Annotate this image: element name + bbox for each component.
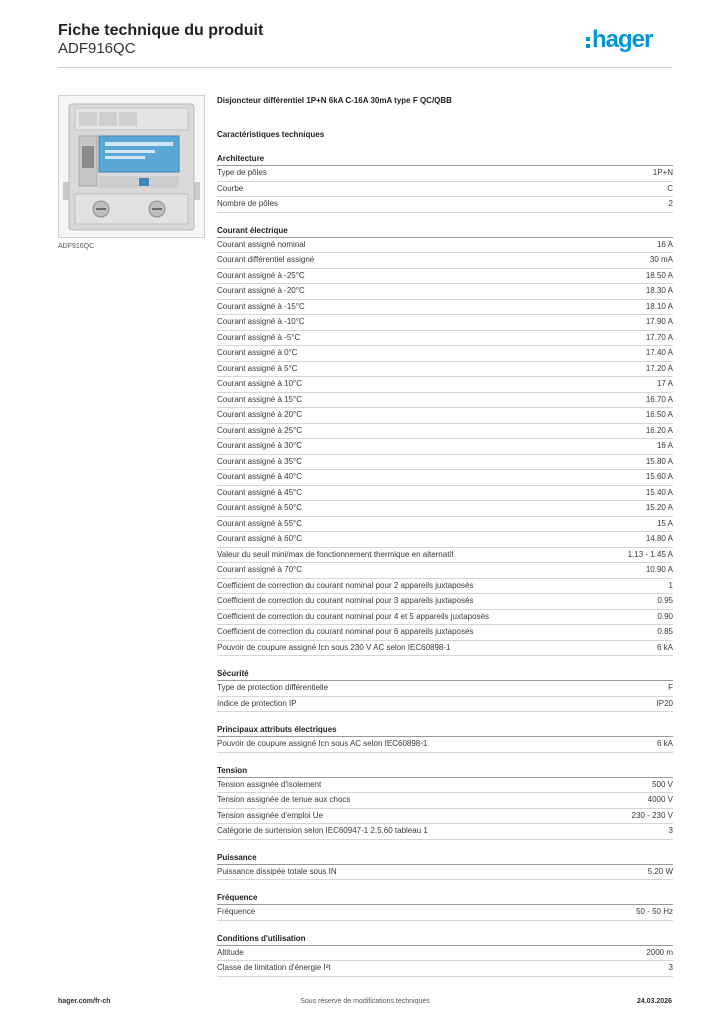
spec-row <box>217 824 673 840</box>
spec-label: Fréquence <box>217 907 256 916</box>
spec-value: 18.10 A <box>645 301 673 311</box>
spec-label: Pouvoir de coupure assigné Icn sous AC selon IEC60898-1 <box>217 739 428 748</box>
spec-label: Courant assigné à 45°C <box>217 487 303 497</box>
spec-section <box>217 852 673 881</box>
spec-row <box>217 455 673 471</box>
spec-value: 18.50 A <box>645 270 673 280</box>
spec-row <box>217 961 673 977</box>
spec-row <box>217 238 673 254</box>
spec-label: Coefficient de correction du courant nominal pour 3 appareils juxtaposés <box>217 596 474 605</box>
spec-label: Courant assigné à 20°C <box>217 410 303 419</box>
spec-label: Courant assigné à 50°C <box>217 503 303 512</box>
spec-row <box>217 737 673 753</box>
footer-website: hager.com/fr-ch <box>58 998 111 1005</box>
spec-value: 17.20 A <box>645 363 673 373</box>
spec-value: 0.85 <box>657 627 673 636</box>
spec-value: 10.90 A <box>645 565 673 574</box>
spec-row <box>217 501 673 517</box>
spec-value: 16.50 A <box>645 410 673 419</box>
spec-row <box>217 284 673 300</box>
spec-value: 1.13 - 1.45 A <box>627 549 673 559</box>
spec-label: Classe de limitation d'énergie I²t <box>217 963 331 972</box>
section-title: Sécurité <box>217 668 673 681</box>
spec-label: Coefficient de correction du courant nominal pour 6 appareils juxtaposés <box>217 627 474 636</box>
spec-value: 50 - 50 Hz <box>636 907 673 916</box>
spec-row <box>217 641 673 657</box>
spec-row <box>217 865 673 881</box>
spec-row <box>217 393 673 409</box>
spec-row <box>217 532 673 548</box>
spec-value: 16 A <box>656 239 673 249</box>
spec-row <box>217 579 673 595</box>
spec-label: Type de protection différentielle <box>217 683 329 692</box>
spec-label: Courant assigné à 25°C <box>217 425 303 435</box>
spec-row <box>217 486 673 502</box>
spec-label: Coefficient de correction du courant nominal pour 2 appareils juxtaposés <box>217 580 474 590</box>
spec-value: 16 A <box>656 441 673 450</box>
spec-row <box>217 625 673 641</box>
page-title: Fiche technique du produit <box>58 22 264 39</box>
spec-row <box>217 905 673 921</box>
spec-row <box>217 563 673 579</box>
spec-row <box>217 809 673 825</box>
spec-label: Courant assigné à 5°C <box>217 363 298 373</box>
spec-value: 0.90 <box>657 611 673 621</box>
spec-section <box>217 153 673 213</box>
section-title: Principaux attributs électriques <box>217 724 673 737</box>
spec-label: Courant différentiel assigné <box>217 255 315 264</box>
spec-label: Courant assigné à 30°C <box>217 441 303 450</box>
logo-text: hager <box>592 26 653 53</box>
spec-value: 3 <box>668 826 673 835</box>
spec-label: Coefficient de correction du courant nominal pour 4 et 5 appareils juxtaposés <box>217 611 490 621</box>
spec-value: 500 V <box>652 779 673 789</box>
section-title: Puissance <box>217 852 673 865</box>
spec-section <box>217 933 673 977</box>
spec-content <box>217 95 673 977</box>
spec-row <box>217 253 673 269</box>
spec-value: 6 kA <box>656 642 673 652</box>
spec-value: 15.80 A <box>645 456 673 466</box>
spec-value: 16.70 A <box>645 394 673 404</box>
spec-row <box>217 408 673 424</box>
spec-label: Courant assigné nominal <box>217 239 306 249</box>
spec-label: Courant assigné à 35°C <box>217 456 303 466</box>
spec-label: Courant assigné à -15°C <box>217 301 305 311</box>
spec-value: 4000 V <box>647 795 673 804</box>
spec-label: Tension assignée d'isolement <box>217 779 322 789</box>
spec-label: Tension assignée de tenue aux chocs <box>217 795 351 804</box>
spec-row <box>217 346 673 362</box>
spec-value: 0.95 <box>657 596 673 605</box>
product-image <box>58 95 205 238</box>
spec-value: 30 mA <box>649 255 673 264</box>
spec-row <box>217 197 673 213</box>
spec-value: 1P+N <box>652 168 673 177</box>
spec-row <box>217 548 673 564</box>
spec-row <box>217 424 673 440</box>
spec-row <box>217 778 673 794</box>
spec-row <box>217 470 673 486</box>
spec-value: 5.20 W <box>647 866 673 876</box>
spec-label: Puissance dissipée totale sous IN <box>217 866 337 876</box>
spec-value: 17.40 A <box>645 348 673 357</box>
spec-row <box>217 946 673 962</box>
spec-value: 2000 m <box>646 947 673 957</box>
spec-value: 3 <box>668 963 673 972</box>
hager-logo <box>586 28 672 54</box>
spec-sections <box>217 153 673 977</box>
logo-dots-icon <box>586 37 590 51</box>
spec-label: Tension assignée d'emploi Ue <box>217 810 324 820</box>
section-title: Architecture <box>217 153 673 166</box>
spec-label: Courant assigné à 60°C <box>217 534 303 543</box>
spec-value: 17.70 A <box>645 332 673 342</box>
spec-label: Nombre de pôles <box>217 199 278 208</box>
spec-label: Type de pôles <box>217 168 267 177</box>
spec-row <box>217 269 673 285</box>
spec-row <box>217 166 673 182</box>
spec-label: Courant assigné à 40°C <box>217 472 303 481</box>
section-title: Tension <box>217 765 673 778</box>
footer-notice: Sous réserve de modifications techniques <box>300 998 430 1005</box>
section-title: Courant électrique <box>217 225 673 238</box>
spec-label: Courant assigné à -20°C <box>217 286 305 295</box>
footer-date: 24.03.2026 <box>636 998 672 1005</box>
header-divider <box>58 67 672 68</box>
spec-value: 6 kA <box>656 739 673 748</box>
spec-label: Courant assigné à -5°C <box>217 332 301 342</box>
spec-value: 15.40 A <box>645 487 673 497</box>
spec-label: Courant assigné à 10°C <box>217 379 303 388</box>
spec-value: 17.90 A <box>645 317 673 326</box>
spec-label: Courant assigné à 70°C <box>217 565 303 574</box>
spec-value: 18.30 A <box>645 286 673 295</box>
spec-row <box>217 182 673 198</box>
spec-value: 15.60 A <box>645 472 673 481</box>
spec-row <box>217 517 673 533</box>
spec-section <box>217 765 673 840</box>
spec-row <box>217 610 673 626</box>
spec-value: 14.80 A <box>645 534 673 543</box>
spec-value: IP20 <box>656 698 673 708</box>
spec-section <box>217 892 673 921</box>
spec-section <box>217 225 673 657</box>
circuit-breaker-illustration <box>59 96 204 237</box>
caracteristiques-heading: Caractéristiques techniques <box>217 130 325 139</box>
spec-section <box>217 668 673 712</box>
section-title: Conditions d'utilisation <box>217 933 673 946</box>
spec-row <box>217 793 673 809</box>
spec-row <box>217 594 673 610</box>
page-header <box>58 22 672 70</box>
image-caption: ADF916QC <box>58 243 95 250</box>
spec-label: Courant assigné à -10°C <box>217 317 305 326</box>
spec-row <box>217 331 673 347</box>
spec-label: Indice de protection IP <box>217 698 297 708</box>
spec-value: 1 <box>668 580 673 590</box>
spec-row <box>217 439 673 455</box>
spec-value: 2 <box>668 199 673 208</box>
spec-value: 15 A <box>656 518 673 528</box>
spec-label: Courant assigné à 55°C <box>217 518 303 528</box>
spec-label: Pouvoir de coupure assigné Icn sous 230 V AC selon IEC60898-1 <box>217 642 451 652</box>
spec-row <box>217 697 673 713</box>
spec-value: 15.20 A <box>645 503 673 512</box>
spec-value: 17 A <box>656 379 673 388</box>
spec-row <box>217 681 673 697</box>
spec-row <box>217 300 673 316</box>
spec-label: Courant assigné à 15°C <box>217 394 303 404</box>
product-description: Disjoncteur différentiel 1P+N 6kA C-16A 30mA type F QC/QBB <box>217 96 452 105</box>
spec-value: C <box>667 183 673 193</box>
product-reference: ADF916QC <box>58 40 136 57</box>
section-title: Fréquence <box>217 892 673 905</box>
spec-row <box>217 315 673 331</box>
spec-row <box>217 377 673 393</box>
spec-value: 230 - 230 V <box>631 810 673 820</box>
spec-value: 16.20 A <box>645 425 673 435</box>
spec-label: Valeur du seuil mini/max de fonctionnement thermique en alternatif <box>217 549 454 559</box>
spec-label: Altitude <box>217 947 244 957</box>
spec-label: Catégorie de surtension selon IEC60947-1 2.5.60 tableau 1 <box>217 826 428 835</box>
spec-section <box>217 724 673 753</box>
spec-row <box>217 362 673 378</box>
spec-value: F <box>668 683 673 692</box>
spec-label: Courant assigné à 0°C <box>217 348 298 357</box>
spec-label: Courbe <box>217 183 244 193</box>
spec-label: Courant assigné à -25°C <box>217 270 305 280</box>
